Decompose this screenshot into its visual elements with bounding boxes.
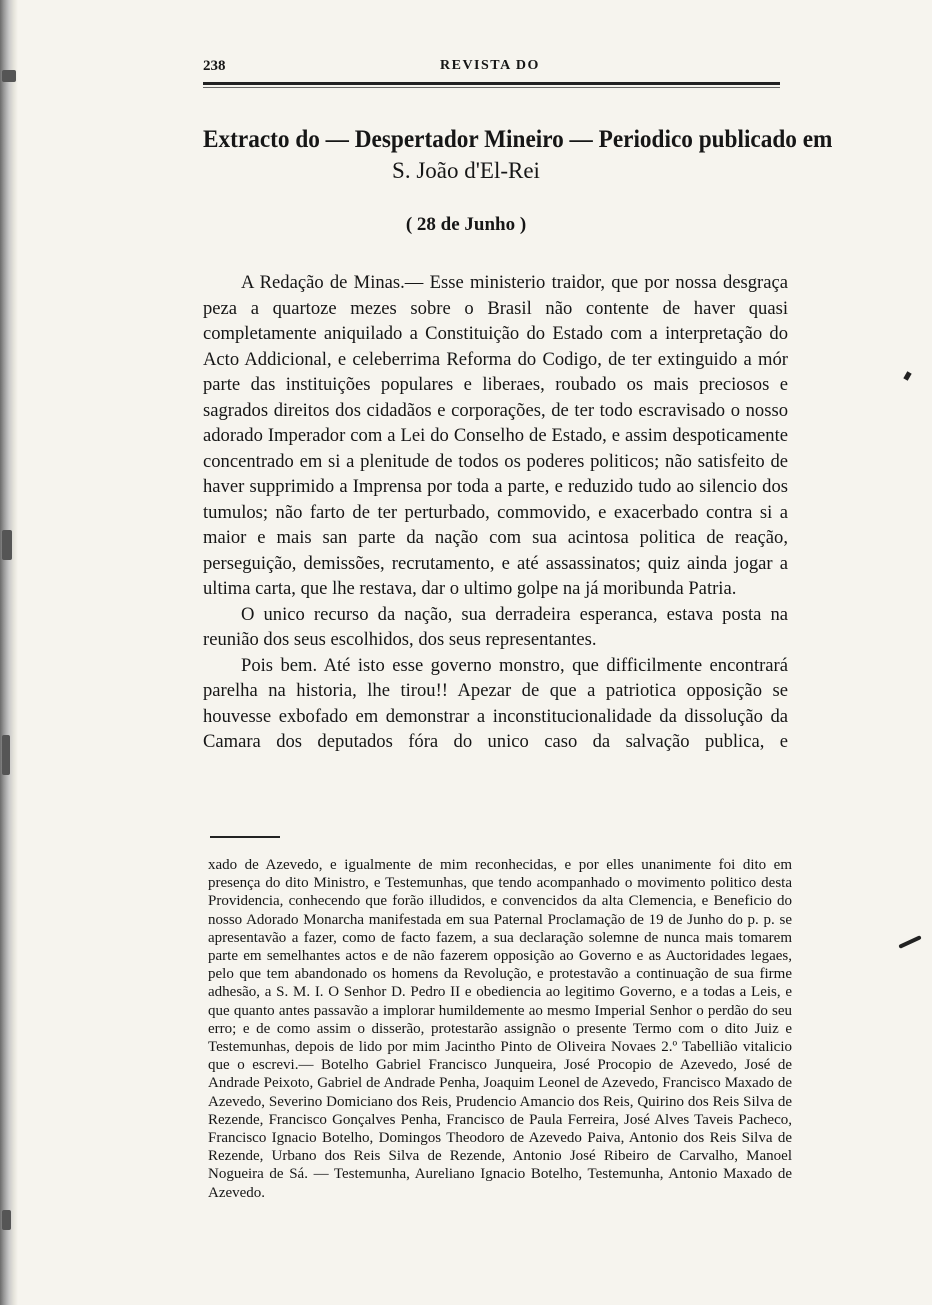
page-number: 238 (203, 58, 226, 74)
article-body (203, 270, 788, 755)
spine-mark (2, 735, 10, 775)
footnote-rule (210, 836, 280, 838)
spine-mark (2, 70, 16, 82)
article-title: Extracto do — Despertador Mineiro — Periodico publicado em (203, 126, 833, 153)
spine-mark (2, 1210, 11, 1230)
book-spine-edge (0, 0, 18, 1305)
footnote-text: xado de Azevedo, e igualmente de mim reconhecidas, e por elles unanimente foi dito em presença do dito Ministro, e Testemunhas, que tendo acompanhado o movimento politico desta Providencia, conhecendo que forão illudidos, e convencidos da alta Clemencia, e Beneficio do nosso Adorado Monarcha manifestada em sua Paternal Proclamação de 19 de Junho do p. p. se apresentavão a fazer, como de facto fazem, a sua declaração solemne de nunca mais tomarem parte em semelhantes actos e de não fazerem opposição ao Governo e as Auctoridades legaes, pelo que tem abandonado os homens da Revolução, e protestavão a continuação de sua firme adhesão, a S. M. I. O Senhor D. Pedro II e obediencia ao legitimo Governo, e a todas a Leis, e que quanto antes passavão a implorar humildemente ao mesmo Imperial Senhor o perdão do seu erro; e de como assim o disserão, protestarão assignão o presente Termo com o dito Juiz e Testemunhas, depois de lido por mim Jacintho Pinto de Oliveira Novaes 2.º Tabellião vitalicio que o escrevi.— Botelho Gabriel Francisco Junqueira, José Procopio de Azevedo, José de Andrade Peixoto, Gabriel de Andrade Penha, Joaquim Leonel de Azevedo, Francisco Maxado de Azevedo, Severino Domiciano dos Reis, Prudencio Amancio dos Reis, Quirino dos Reis Silva de Rezende, Francisco Gonçalves Penha, Francisco de Paula Ferreira, José Alves Taveis Pacheco, Francisco Ignacio Botelho, Domingos Theodoro de Azevedo Paiva, Antonio dos Reis Silva de Rezende, Urbano dos Reis Silva de Rezende, Antonio José Ribeiro de Carvalho, Manoel Nogueira de Sá. — Testemunha, Aureliano Ignacio Botelho, Testemunha, Antonio Maxado de Azevedo. (208, 857, 792, 1201)
body-paragraph: A Redação de Minas.— Esse ministerio traidor, que por nossa desgraça peza a quartoze mezes sobre o Brasil não contente de haver quasi completamente aniquilado a Constituição do Estado com a interpretação do Acto Addicional, e celeberrima Reforma do Codigo, de ter extinguido a mór parte das instituições populares e liberaes, roubado os mais preciosos e sagrados direitos dos cidadãos e corporações, de ter todo escravisado o nosso adorado Imperador com a Lei do Conselho de Estado, e assim despoticamente concentrado em si a plenitude de todos os poderes politicos; não satisfeito de haver supprimido a Imprensa por toda a parte, e reduzido tudo ao silencio dos tumulos; não farto de ter perturbado, commovido, e exacerbado contra si a maior e mais san parte da nação com sua acintosa politica de reação, perseguição, demissões, recrutamento, e até assassinatos; quiz ainda jogar a ultima carta, que lhe restava, dar o ultimo golpe na já moribunda Patria. (203, 272, 788, 599)
body-paragraph: Pois bem. Até isto esse governo monstro, que difficilmente encontrará parelha na historia, lhe tirou!! Apezar de que a patriotica opposição se houvesse exbofado em demonstrar a inconstitucionalidade da dissolução da Camara dos deputados fóra do unico caso da salvação publica, e (203, 654, 788, 752)
stray-ink-mark (903, 371, 911, 380)
stray-ink-mark (898, 935, 921, 949)
footnote (208, 856, 792, 1202)
running-title: REVISTA DO (440, 58, 540, 73)
header-rule (203, 82, 780, 85)
body-paragraph: O unico recurso da nação, sua derradeira esperanca, estava posta na reunião dos seus escolhidos, dos seus representantes. (203, 603, 788, 650)
article-subtitle: S. João d'El-Rei (392, 158, 540, 183)
dateline: ( 28 de Junho ) (405, 214, 527, 235)
spine-mark (2, 530, 12, 560)
